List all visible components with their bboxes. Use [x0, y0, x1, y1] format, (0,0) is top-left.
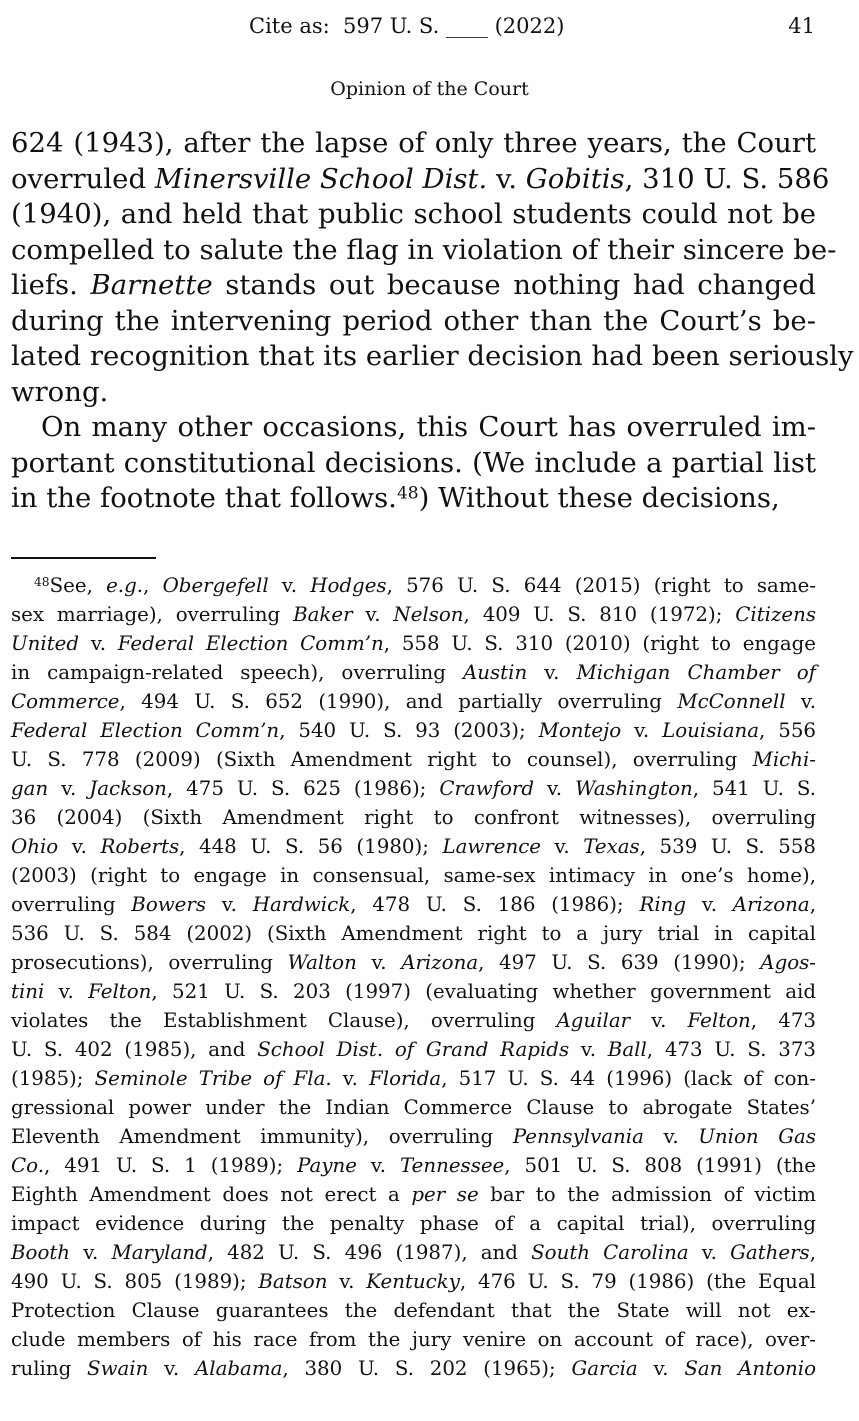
case-name: Texas [583, 835, 640, 858]
footnote-line: Federal Election Comm’n, 540 U. S. 93 (2003); Montejo v. Louisiana, 556 [11, 719, 816, 742]
footnote-line: violates the Establishment Clause), overruling Aguilar v. Felton, 473 [11, 1009, 816, 1032]
footnote-line: impact evidence during the penalty phase of a capital trial), overruling [11, 1212, 816, 1235]
case-name: tini [11, 980, 45, 1003]
footnote-line: Ohio v. Roberts, 448 U. S. 56 (1980); Lawrence v. Texas, 539 U. S. 558 [11, 835, 816, 858]
footnote-line: in campaign-related speech), overruling Austin v. Michigan Chamber of [11, 661, 816, 684]
footnote-line: Protection Clause guarantees the defendant that the State will not ex- [11, 1299, 816, 1322]
case-name: Batson [258, 1270, 328, 1293]
case-name: Kentucky [366, 1270, 460, 1293]
case-name: United [11, 632, 80, 655]
page-number: 41 [788, 14, 815, 38]
case-name: Booth [11, 1241, 71, 1264]
case-name: Ring [639, 893, 687, 916]
case-name: McConnell [677, 690, 786, 713]
case-name: Louisiana [662, 719, 760, 742]
footnote-line: prosecutions), overruling Walton v. Arizona, 497 U. S. 639 (1990); Agos- [11, 951, 816, 974]
case-name: Commerce [11, 690, 120, 713]
case-name: Ball [607, 1038, 647, 1061]
footnote-line: ruling Swain v. Alabama, 380 U. S. 202 (1965); Garcia v. San Antonio [11, 1357, 817, 1380]
footnote-line: (1985); Seminole Tribe of Fla. v. Florida, 517 U. S. 44 (1996) (lack of con- [11, 1067, 816, 1090]
case-name: Citizens [735, 603, 816, 626]
case-name: Agos- [760, 951, 816, 974]
case-name: Tennessee [400, 1154, 505, 1177]
case-name: Montejo [538, 719, 622, 742]
case-name: Federal Election Comm’n [11, 719, 280, 742]
case-name: San Antonio [684, 1357, 817, 1380]
footnote-line: sex marriage), overruling Baker v. Nelson, 409 U. S. 810 (1972); Citizens [11, 603, 816, 626]
footnote-marker: 48 [396, 483, 419, 504]
footnote-marker: 48 [34, 574, 50, 589]
body-line: compelled to salute the flag in violation of their sincere be- [11, 233, 837, 266]
case-name: Minersville School Dist. [154, 162, 488, 195]
case-name: Barnette [90, 269, 213, 301]
body-line: portant constitutional decisions. (We include a partial list [11, 446, 816, 479]
case-name: Alabama [194, 1357, 283, 1380]
case-name: Felton [88, 980, 152, 1003]
footnote-separator [11, 557, 156, 559]
footnote-line: U. S. 402 (1985), and School Dist. of Grand Rapids v. Ball, 473 U. S. 373 [11, 1038, 817, 1061]
case-name: Walton [287, 951, 357, 974]
case-name: Obergefell [162, 574, 269, 597]
body-line: On many other occasions, this Court has overruled im- [41, 411, 816, 443]
case-name: Jackson [89, 777, 167, 800]
case-name: Swain [87, 1357, 149, 1380]
case-name: Aguilar [556, 1009, 631, 1032]
body-line: lated recognition that its earlier decision had been seriously [11, 340, 854, 372]
footnote-line: U. S. 778 (2009) (Sixth Amendment right to counsel), overruling Michi- [11, 748, 816, 771]
case-name: Austin [463, 661, 528, 684]
body-line: overruled Minersville School Dist. v. Gobitis, 310 U. S. 586 [11, 162, 830, 195]
case-name: gan [11, 777, 49, 800]
case-name: Lawrence [442, 835, 541, 858]
case-name: Ohio [11, 835, 59, 858]
case-name: Co. [11, 1154, 44, 1177]
case-name: Arizona [732, 893, 810, 916]
case-name: Seminole Tribe of Fla. [94, 1067, 332, 1090]
case-name: Federal Election Comm’n [117, 632, 384, 655]
case-name: Gathers [730, 1241, 810, 1264]
page-header [0, 14, 859, 44]
footnote-line: overruling Bowers v. Hardwick, 478 U. S. 186 (1986); Ring v. Arizona, [11, 893, 817, 916]
footnote-line: 536 U. S. 584 (2002) (Sixth Amendment right to a jury trial in capital [11, 922, 816, 945]
case-name: Arizona [401, 951, 479, 974]
case-name: Hodges [310, 574, 387, 597]
footnote-line: Co., 491 U. S. 1 (1989); Payne v. Tennessee, 501 U. S. 808 (1991) (the [11, 1154, 816, 1177]
case-name: Nelson [393, 603, 464, 626]
footnote-line: 36 (2004) (Sixth Amendment right to confront witnesses), overruling [11, 806, 816, 829]
case-name: School Dist. of Grand Rapids [257, 1038, 570, 1061]
case-name: Michi- [752, 748, 816, 771]
footnote-line: 490 U. S. 805 (1989); Batson v. Kentucky, 476 U. S. 79 (1986) (the Equal [11, 1270, 817, 1293]
body-line: in the footnote that follows.$^{48}$) Without these decisions, [11, 482, 780, 514]
footnote-line: clude members of his race from the jury venire on account of race), over- [11, 1328, 816, 1351]
case-name: Union Gas [698, 1125, 816, 1148]
case-name: Payne [297, 1154, 357, 1177]
footnote-line: tini v. Felton, 521 U. S. 203 (1997) (evaluating whether government aid [11, 980, 816, 1003]
body-line: 624 (1943), after the lapse of only three years, the Court [11, 127, 816, 159]
case-name: e.g. [106, 574, 144, 597]
footnote-line: gan v. Jackson, 475 U. S. 625 (1986); Crawford v. Washington, 541 U. S. [11, 777, 816, 800]
body-line: during the intervening period other than the Court’s be- [11, 304, 816, 337]
footnote-line: Commerce, 494 U. S. 652 (1990), and partially overruling McConnell v. [11, 690, 816, 713]
body-line: liefs. Barnette stands out because nothing had changed [11, 269, 817, 301]
footnote-line: gressional power under the Indian Commerce Clause to abrogate States’ [11, 1096, 816, 1119]
footnote-line: Eighth Amendment does not erect a per se bar to the admission of victim [11, 1183, 817, 1206]
footnote-line: Booth v. Maryland, 482 U. S. 496 (1987), and South Carolina v. Gathers, [11, 1241, 816, 1264]
body-line: wrong. [11, 375, 109, 408]
case-name: per se [411, 1183, 479, 1206]
case-name: Hardwick [252, 893, 351, 916]
body-line: (1940), and held that public school students could not be [11, 198, 816, 230]
footnote-line: $^{48}$See, e.g., Obergefell v. Hodges, 576 U. S. 644 (2015) (right to same- [34, 574, 816, 597]
footnote-line: (2003) (right to engage in consensual, same-sex intimacy in one’s home), [11, 864, 816, 887]
case-name: Garcia [571, 1357, 638, 1380]
case-name: Pennsylvania [512, 1125, 644, 1148]
case-name: Felton [687, 1009, 751, 1032]
case-name: Bowers [131, 893, 206, 916]
case-name: Roberts [100, 835, 180, 858]
case-name: Washington [575, 777, 693, 800]
footnote-line: United v. Federal Election Comm’n, 558 U. S. 310 (2010) (right to engage [11, 632, 816, 655]
case-name: South Carolina [531, 1241, 689, 1264]
section-title: Opinion of the Court [330, 78, 529, 100]
case-name: Maryland [111, 1241, 208, 1264]
footnote-line: Eleventh Amendment immunity), overruling Pennsylvania v. Union Gas [11, 1125, 816, 1148]
case-name: Gobitis [525, 162, 625, 195]
case-name: Crawford [439, 777, 534, 800]
case-name: Michigan Chamber of [576, 661, 816, 684]
case-name: Baker [293, 603, 353, 626]
citation-header: Cite as: 597 U. S. ____ (2022) [249, 14, 565, 38]
case-name: Florida [369, 1067, 442, 1090]
